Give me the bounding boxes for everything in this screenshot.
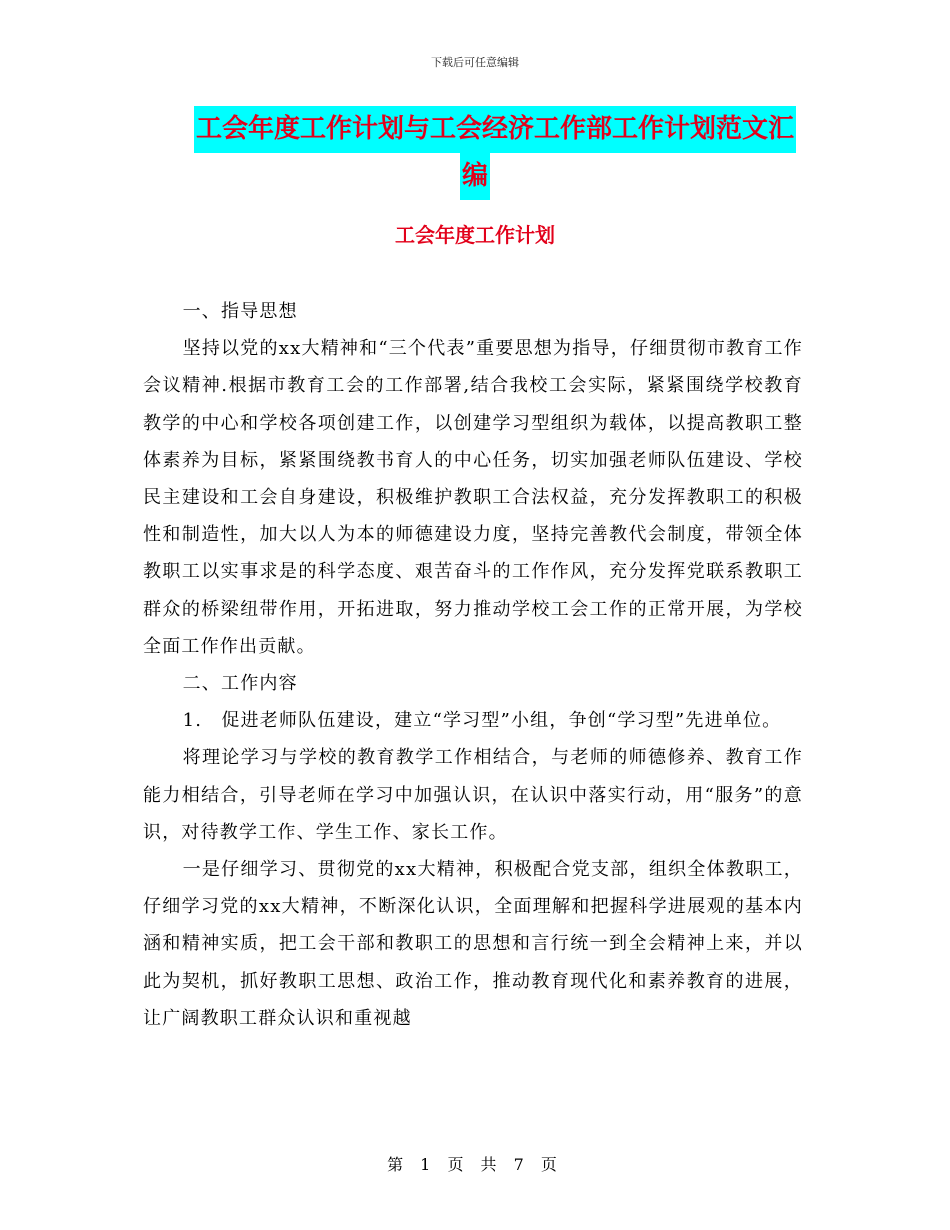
paragraph-guiding-thought: 坚持以党的xx大精神和“三个代表”重要思想为指导，仔细贯彻市教育工作会议精神.根据市教育工会的工作部署,结合我校工会实际，紧紧围绕学校教育教学的中心和学校各项创建工作，以创建学习型组织为载体，以提高教职工整体素养为目标，紧紧围绕教书育人的中心任务，切实加强老师队伍建设、学校民主建设和工会自身建设，积极维护教职工合法权益，充分发挥教职工的积极性和制造性，加大以人为本的师德建设力度，坚持完善教代会制度，带领全体教职工以实事求是的科学态度、艰苦奋斗的工作作风，充分发挥党联系教职工群众的桥梁纽带作用，开拓进取，努力推动学校工会工作的正常开展，为学校全面工作作出贡献。 (143, 338, 803, 657)
paragraph-theory-study: 将理论学习与学校的教育教学工作相结合，与老师的师德修养、教育工作能力相结合，引导老师在学习中加强认识，在认识中落实行动，用“服务”的意识，对待教学工作、学生工作、家长工作。 (143, 747, 803, 843)
paragraph-item-1: 1. 促进老师队伍建设，建立“学习型”小组，争创“学习型”先进单位。 (182, 710, 782, 732)
paragraph-study-spirit: 一是仔细学习、贯彻党的xx大精神，积极配合党支部，组织全体教职工，仔细学习党的xx大精神，不断深化认识，全面理解和把握科学进展观的基本内涵和精神实质，把工会干部和教职工的思想和言行统一到全会精神上来，并以此为契机，抓好教职工思想、政治工作，推动教育现代化和素养教育的进展，让广阔教职工群众认识和重视越 (143, 859, 803, 1029)
document-title-line-2: 编 (460, 153, 490, 200)
heading-work-content: 二、工作内容 (182, 673, 298, 695)
page-number-footer: 第 1 页 共 7 页 (387, 1155, 563, 1174)
heading-guiding-thought: 一、指导思想 (182, 301, 298, 322)
header-note: 下载后可任意编辑 (431, 56, 519, 69)
document-title (0, 106, 950, 200)
document-title-line-1: 工会年度工作计划与工会经济工作部工作计划范文汇 (194, 106, 796, 153)
document-body (143, 293, 803, 1037)
section-title: 工会年度工作计划 (395, 223, 555, 247)
